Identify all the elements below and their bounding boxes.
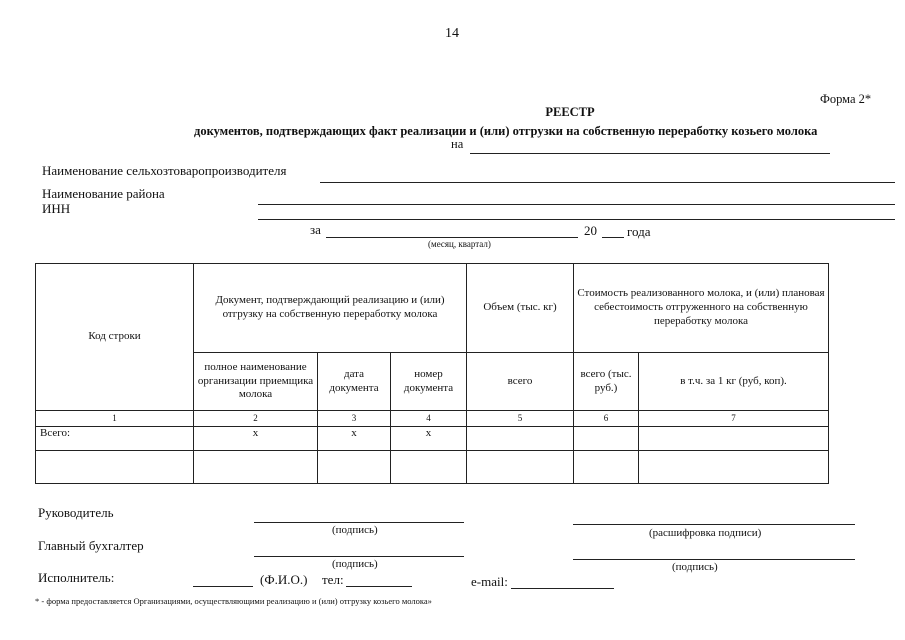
column-number: 3	[318, 411, 391, 427]
accountant-decode-line[interactable]	[573, 559, 855, 560]
footnote: * - форма предоставляется Организациями, осуществляющими реализацию и (или) отгрузку козьего молока»	[35, 596, 432, 606]
total-cell[interactable]: x	[194, 427, 318, 451]
year-suffix: года	[627, 224, 651, 239]
head-signature-caption: (подпись)	[332, 524, 378, 536]
head-label: Руководитель	[38, 505, 114, 520]
as-of-line[interactable]	[470, 153, 830, 154]
header-doc-org: полное наименование организации приемщика молока	[194, 353, 318, 411]
registry-table	[35, 263, 829, 484]
header-code: Код строки	[36, 264, 194, 411]
form-label: Форма 2*	[820, 92, 872, 106]
header-cost-total: всего (тыс. руб.)	[574, 353, 639, 411]
header-volume-total: всего	[467, 353, 574, 411]
email-label: e-mail:	[471, 574, 508, 589]
empty-cell[interactable]	[194, 451, 318, 484]
total-cell[interactable]: x	[318, 427, 391, 451]
column-number: 4	[391, 411, 467, 427]
total-cell[interactable]	[467, 427, 574, 451]
producer-label: Наименование сельхозтоваропроизводителя	[42, 163, 287, 178]
inn-line[interactable]	[258, 219, 895, 220]
empty-cell[interactable]	[467, 451, 574, 484]
accountant-decode-caption: (подпись)	[672, 561, 718, 573]
total-cell[interactable]	[574, 427, 639, 451]
column-number: 5	[467, 411, 574, 427]
header-doc-number: номер документа	[391, 353, 467, 411]
district-line[interactable]	[258, 204, 895, 205]
accountant-signature-line[interactable]	[254, 556, 464, 557]
district-label: Наименование района	[42, 186, 165, 201]
column-number: 2	[194, 411, 318, 427]
header-volume: Объем (тыс. кг)	[467, 264, 574, 353]
header-cost-per-kg: в т.ч. за 1 кг (руб, коп).	[639, 353, 829, 411]
empty-cell[interactable]	[391, 451, 467, 484]
column-number: 6	[574, 411, 639, 427]
empty-cell[interactable]	[36, 451, 194, 484]
head-signature-line[interactable]	[254, 522, 464, 523]
year-line[interactable]	[602, 237, 624, 238]
period-line[interactable]	[326, 237, 578, 238]
head-decode-caption: (расшифровка подписи)	[649, 527, 762, 539]
header-cost: Стоимость реализованного молока, и (или) плановая себестоимость отгруженного на собственную переработку молока	[574, 264, 829, 353]
accountant-label: Главный бухгалтер	[38, 538, 144, 553]
producer-line[interactable]	[320, 182, 895, 183]
empty-cell[interactable]	[318, 451, 391, 484]
header-doc-date: дата документа	[318, 353, 391, 411]
column-number: 7	[639, 411, 829, 427]
head-decode-line[interactable]	[573, 524, 855, 525]
phone-label: тел:	[322, 572, 344, 587]
inn-label: ИНН	[42, 201, 71, 216]
empty-cell[interactable]	[574, 451, 639, 484]
document-subtitle: документов, подтверждающих факт реализации и (или) отгрузки на собственную переработку козьего молока	[194, 124, 818, 138]
period-hint: (месяц, квартал)	[428, 239, 491, 249]
empty-cell[interactable]	[639, 451, 829, 484]
page-number: 14	[445, 26, 459, 41]
email-line[interactable]	[511, 588, 614, 589]
period-label: за	[310, 222, 321, 237]
document-title: РЕЕСТР	[545, 105, 595, 119]
phone-line[interactable]	[346, 586, 412, 587]
total-row-label: Всего:	[36, 427, 194, 451]
executor-label: Исполнитель:	[38, 570, 115, 585]
header-document: Документ, подтверждающий реализацию и (или) отгрузку на собственную переработку молока	[194, 264, 467, 353]
total-cell[interactable]: x	[391, 427, 467, 451]
fio-label: (Ф.И.О.)	[260, 572, 308, 587]
accountant-signature-caption: (подпись)	[332, 558, 378, 570]
year-prefix: 20	[584, 223, 597, 238]
total-cell[interactable]	[639, 427, 829, 451]
column-number: 1	[36, 411, 194, 427]
as-of-label: на	[451, 137, 464, 151]
executor-name-line[interactable]	[193, 586, 253, 587]
